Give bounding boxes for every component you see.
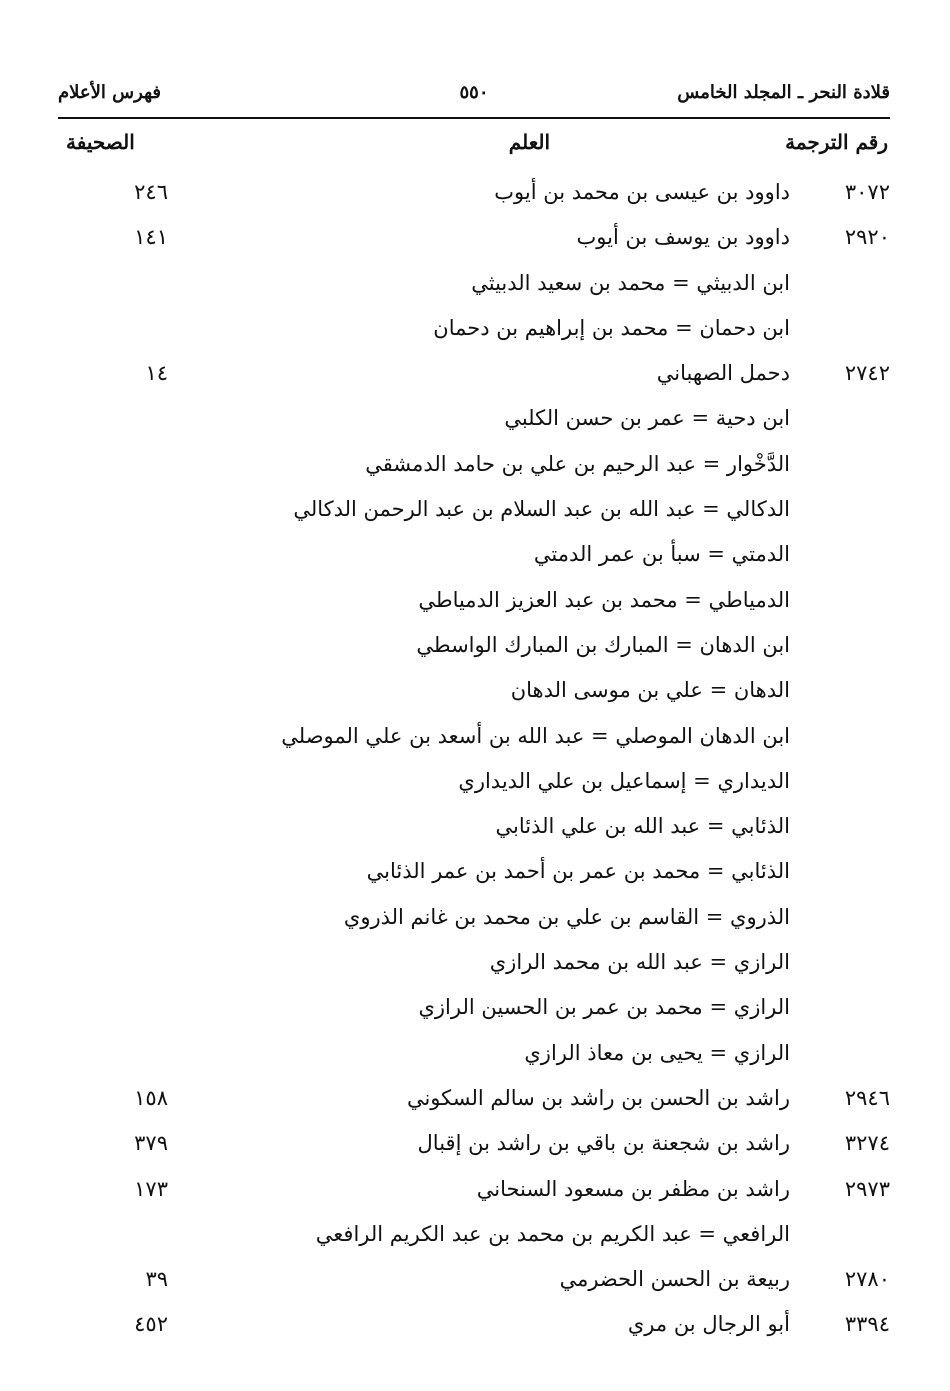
entry-name: ابن دحية = عمر بن حسن الكلبي <box>504 406 790 431</box>
entry-number: ٢٧٤٢ <box>844 361 890 386</box>
entry-name: ابن الدبيثي = محمد بن سعيد الدبيثي <box>471 270 790 295</box>
column-header-page: الصحيفة <box>66 130 135 154</box>
index-entry <box>58 442 890 487</box>
index-entry <box>58 261 890 306</box>
page-number: ٥٥٠ <box>459 82 489 103</box>
index-entry <box>58 396 890 441</box>
section-title: فهرس الأعلام <box>58 82 161 103</box>
entry-name: الرازي = محمد بن عمر بن الحسين الرازي <box>418 995 790 1020</box>
index-entry <box>58 578 890 623</box>
entry-page: ٣٧٩ <box>134 1131 168 1156</box>
entry-name: ابن الدهان = المبارك بن المبارك الواسطي <box>416 632 790 657</box>
entry-page: ١٤ <box>145 361 168 386</box>
column-header-name: العلم <box>508 130 550 154</box>
entry-name: الرافعي = عبد الكريم بن محمد بن عبد الكريم الرافعي <box>315 1221 790 1246</box>
index-entry <box>58 714 890 759</box>
index-entries <box>58 170 890 1348</box>
entry-page: ٤٥٢ <box>134 1312 168 1337</box>
entry-page: ١٧٣ <box>134 1176 168 1201</box>
entry-number: ٢٩٤٦ <box>844 1085 890 1110</box>
entry-name: الدكالي = عبد الله بن عبد السلام بن عبد الرحمن الدكالي <box>293 497 790 522</box>
index-entry <box>58 1076 890 1121</box>
entry-page: ٢٤٦ <box>134 180 168 204</box>
entry-number: ٢٩٧٣ <box>844 1176 890 1201</box>
entry-name: الدمياطي = محمد بن عبد العزيز الدمياطي <box>418 587 790 612</box>
index-entry <box>58 1167 890 1212</box>
entry-name: الدَّخْوار = عبد الرحيم بن علي بن حامد الدمشقي <box>365 451 790 476</box>
entry-name: راشد بن مظفر بن مسعود السنحاني <box>476 1176 790 1201</box>
entry-name: الرازي = عبد الله بن محمد الرازي <box>489 950 790 975</box>
book-title: قلادة النحر ـ المجلد الخامس <box>677 82 890 103</box>
running-header <box>58 82 890 114</box>
index-entry <box>58 849 890 894</box>
entry-name: داوود بن يوسف بن أيوب <box>576 225 790 250</box>
entry-page: ٣٩ <box>145 1267 168 1292</box>
entry-name: أبو الرجال بن مري <box>627 1312 790 1337</box>
index-entry <box>58 215 890 260</box>
entry-name: ابن الدهان الموصلي = عبد الله بن أسعد بن علي الموصلي <box>281 723 790 748</box>
entry-number: ٢٩٢٠ <box>844 225 890 250</box>
entry-number: ٢٧٨٠ <box>844 1267 890 1292</box>
entry-name: الذروي = القاسم بن علي بن محمد بن غانم الذروي <box>343 904 790 929</box>
index-entry <box>58 940 890 985</box>
entry-name: ربيعة بن الحسن الحضرمي <box>559 1267 790 1292</box>
index-entry <box>58 985 890 1030</box>
entry-name: الديداري = إسماعيل بن علي الديداري <box>458 768 790 793</box>
entry-name: الذئابي = عبد الله بن علي الذئابي <box>495 814 790 839</box>
index-entry <box>58 623 890 668</box>
column-header-number: رقم الترجمة <box>785 130 888 154</box>
entry-name: دحمل الصهباني <box>656 361 790 386</box>
column-headers <box>58 130 890 166</box>
entry-name: الرازي = يحيى بن معاذ الرازي <box>524 1040 790 1065</box>
index-entry <box>58 668 890 713</box>
index-entry <box>58 804 890 849</box>
entry-name: راشد بن شجعنة بن باقي بن راشد بن إقبال <box>417 1131 790 1156</box>
index-entry <box>58 1212 890 1257</box>
entry-name: الذئابي = محمد بن عمر بن أحمد بن عمر الذئابي <box>366 859 790 884</box>
index-entry <box>58 1302 890 1347</box>
entry-name: راشد بن الحسن بن راشد بن سالم السكوني <box>406 1085 790 1110</box>
index-entry <box>58 1121 890 1166</box>
index-entry <box>58 895 890 940</box>
entry-page: ١٥٨ <box>134 1085 168 1110</box>
entry-page: ١٤١ <box>134 225 168 250</box>
index-entry <box>58 170 890 215</box>
entry-number: ٣٠٧٢ <box>844 180 890 204</box>
index-entry <box>58 532 890 577</box>
index-entry <box>58 1257 890 1302</box>
index-entry <box>58 306 890 351</box>
entry-name: الدهان = علي بن موسى الدهان <box>510 678 790 703</box>
entry-number: ٣٣٩٤ <box>844 1312 890 1337</box>
entry-name: داوود بن عيسى بن محمد بن أيوب <box>494 180 790 204</box>
index-entry <box>58 351 890 396</box>
header-rule <box>58 117 890 119</box>
index-entry <box>58 487 890 532</box>
entry-name: الدمتي = سبأ بن عمر الدمتي <box>533 542 790 567</box>
entry-name: ابن دحمان = محمد بن إبراهيم بن دحمان <box>433 315 790 340</box>
entry-number: ٣٢٧٤ <box>844 1131 890 1156</box>
index-entry <box>58 1031 890 1076</box>
index-entry <box>58 759 890 804</box>
